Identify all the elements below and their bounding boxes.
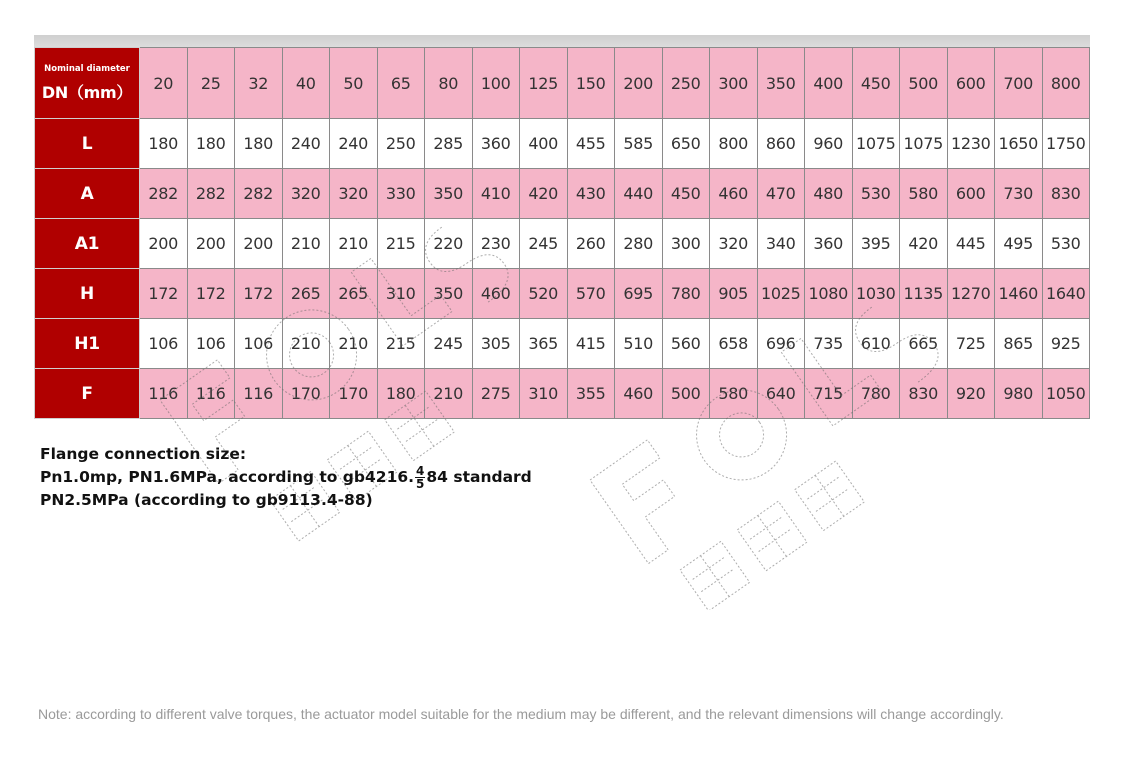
table-cell: 1640 (1042, 269, 1090, 319)
table-cell: 340 (757, 219, 805, 269)
table-cell: 106 (235, 319, 283, 369)
notes-line-1: Flange connection size: (40, 445, 247, 463)
table-cell: 1075 (852, 119, 900, 169)
dn-mm-label: DN（mm） (41, 82, 133, 102)
table-cell: 350 (425, 269, 473, 319)
table-cell: 510 (615, 319, 663, 369)
table-cell: 116 (187, 369, 235, 419)
dn-column-header: 350 (757, 48, 805, 119)
table-cell: 250 (377, 119, 425, 169)
table-cell: 200 (140, 219, 188, 269)
table-cell: 735 (805, 319, 853, 369)
table-row (35, 219, 1090, 269)
table-cell: 470 (757, 169, 805, 219)
footnote: Note: according to different valve torques, the actuator model suitable for the medium may be different, and the relevant dimensions will change accordingly. (38, 706, 1004, 722)
dn-column-header: 300 (710, 48, 758, 119)
table-cell: 180 (235, 119, 283, 169)
table-cell: 665 (900, 319, 948, 369)
table-cell: 725 (947, 319, 995, 369)
table-cell: 350 (425, 169, 473, 219)
notes-line-2-pre: Pn1.0mp, PN1.6MPa, according to gb4216. (40, 468, 415, 486)
table-cell: 240 (330, 119, 378, 169)
table-cell: 280 (615, 219, 663, 269)
table-cell: 1025 (757, 269, 805, 319)
table-cell: 460 (472, 269, 520, 319)
table-cell: 210 (282, 219, 330, 269)
nominal-diameter-label: Nominal diameter (44, 63, 130, 74)
row-label: H (35, 269, 140, 319)
table-cell: 305 (472, 319, 520, 369)
table-cell: 106 (187, 319, 235, 369)
table-cell: 1460 (995, 269, 1043, 319)
table-cell: 106 (140, 319, 188, 369)
row-label: F (35, 369, 140, 419)
table-cell: 460 (615, 369, 663, 419)
table-cell: 172 (140, 269, 188, 319)
table-cell: 180 (187, 119, 235, 169)
table-cell: 730 (995, 169, 1043, 219)
table-cell: 780 (852, 369, 900, 419)
table-cell: 240 (282, 119, 330, 169)
table-cell: 905 (710, 269, 758, 319)
table-row (35, 119, 1090, 169)
dn-column-header: 600 (947, 48, 995, 119)
dn-column-header: 32 (235, 48, 283, 119)
fraction (415, 465, 425, 490)
table-cell: 215 (377, 219, 425, 269)
table-cell: 395 (852, 219, 900, 269)
table-cell: 1075 (900, 119, 948, 169)
table-cell: 610 (852, 319, 900, 369)
dn-column-header: 50 (330, 48, 378, 119)
table-cell: 1030 (852, 269, 900, 319)
table-cell: 355 (567, 369, 615, 419)
dn-column-header: 80 (425, 48, 473, 119)
table-cell: 860 (757, 119, 805, 169)
table-cell: 180 (377, 369, 425, 419)
table-cell: 585 (615, 119, 663, 169)
notes-line-3: PN2.5MPa (according to gb9113.4-88) (40, 491, 373, 509)
table-cell: 865 (995, 319, 1043, 369)
table-cell: 116 (235, 369, 283, 419)
table-cell: 450 (662, 169, 710, 219)
dn-column-header: 65 (377, 48, 425, 119)
table-cell: 320 (330, 169, 378, 219)
dn-column-header: 125 (520, 48, 568, 119)
table-cell: 172 (235, 269, 283, 319)
table-cell: 210 (425, 369, 473, 419)
dn-column-header: 700 (995, 48, 1043, 119)
table-cell: 1135 (900, 269, 948, 319)
table-cell: 580 (710, 369, 758, 419)
table-cell: 172 (187, 269, 235, 319)
table-cell: 365 (520, 319, 568, 369)
fraction-denominator: 5 (416, 477, 425, 491)
table-cell: 695 (615, 269, 663, 319)
table-cell: 455 (567, 119, 615, 169)
table-cell: 495 (995, 219, 1043, 269)
row-label: H1 (35, 319, 140, 369)
dn-column-header: 500 (900, 48, 948, 119)
table-cell: 715 (805, 369, 853, 419)
table-cell: 1650 (995, 119, 1043, 169)
table-cell: 445 (947, 219, 995, 269)
nominal-diameter-header (35, 48, 140, 119)
table-cell: 170 (330, 369, 378, 419)
table-cell: 650 (662, 119, 710, 169)
flange-notes (40, 444, 532, 511)
table-cell: 210 (282, 319, 330, 369)
table-cell: 360 (805, 219, 853, 269)
dimension-table (34, 47, 1090, 419)
row-label: A (35, 169, 140, 219)
dn-column-header: 40 (282, 48, 330, 119)
table-cell: 580 (900, 169, 948, 219)
table-cell: 180 (140, 119, 188, 169)
table-cell: 282 (235, 169, 283, 219)
table-row (35, 369, 1090, 419)
table-cell: 282 (187, 169, 235, 219)
notes-line-2 (40, 465, 532, 490)
dn-column-header: 450 (852, 48, 900, 119)
table-cell: 520 (520, 269, 568, 319)
table-cell: 780 (662, 269, 710, 319)
dn-column-header: 150 (567, 48, 615, 119)
dn-column-header: 800 (1042, 48, 1090, 119)
table-cell: 920 (947, 369, 995, 419)
table-cell: 265 (282, 269, 330, 319)
table-cell: 415 (567, 319, 615, 369)
table-row (35, 319, 1090, 369)
table-cell: 210 (330, 319, 378, 369)
table-cell: 265 (330, 269, 378, 319)
dn-column-header: 100 (472, 48, 520, 119)
table-cell: 800 (710, 119, 758, 169)
dn-column-header: 400 (805, 48, 853, 119)
table-cell: 310 (377, 269, 425, 319)
table-cell: 530 (852, 169, 900, 219)
table-cell: 170 (282, 369, 330, 419)
table-cell: 275 (472, 369, 520, 419)
row-label: A1 (35, 219, 140, 269)
table-cell: 480 (805, 169, 853, 219)
notes-line-2-post: 84 standard (426, 468, 532, 486)
dn-column-header: 250 (662, 48, 710, 119)
table-cell: 460 (710, 169, 758, 219)
table-cell: 600 (947, 169, 995, 219)
dn-column-header: 200 (615, 48, 663, 119)
table-cell: 500 (662, 369, 710, 419)
table-top-bar (34, 35, 1090, 47)
table-cell: 245 (425, 319, 473, 369)
table-row (35, 169, 1090, 219)
table-cell: 215 (377, 319, 425, 369)
table-row (35, 269, 1090, 319)
table-cell: 420 (520, 169, 568, 219)
table-cell: 658 (710, 319, 758, 369)
table-cell: 230 (472, 219, 520, 269)
table-cell: 925 (1042, 319, 1090, 369)
table-cell: 200 (235, 219, 283, 269)
table-cell: 260 (567, 219, 615, 269)
table-cell: 245 (520, 219, 568, 269)
table-cell: 282 (140, 169, 188, 219)
table-cell: 360 (472, 119, 520, 169)
table-cell: 440 (615, 169, 663, 219)
table-cell: 960 (805, 119, 853, 169)
table-cell: 400 (520, 119, 568, 169)
table-cell: 560 (662, 319, 710, 369)
table-cell: 285 (425, 119, 473, 169)
table-cell: 220 (425, 219, 473, 269)
table-cell: 430 (567, 169, 615, 219)
table-cell: 980 (995, 369, 1043, 419)
table-cell: 210 (330, 219, 378, 269)
table-cell: 320 (282, 169, 330, 219)
table-cell: 330 (377, 169, 425, 219)
table-cell: 200 (187, 219, 235, 269)
table-cell: 116 (140, 369, 188, 419)
table-cell: 310 (520, 369, 568, 419)
dn-column-header: 25 (187, 48, 235, 119)
fraction-numerator: 4 (416, 464, 425, 478)
table-cell: 1050 (1042, 369, 1090, 419)
table-cell: 300 (662, 219, 710, 269)
table-cell: 830 (1042, 169, 1090, 219)
table-cell: 640 (757, 369, 805, 419)
table-cell: 1080 (805, 269, 853, 319)
table-cell: 696 (757, 319, 805, 369)
table-cell: 530 (1042, 219, 1090, 269)
table-cell: 830 (900, 369, 948, 419)
table-cell: 320 (710, 219, 758, 269)
table-cell: 1270 (947, 269, 995, 319)
table-cell: 1230 (947, 119, 995, 169)
table-cell: 420 (900, 219, 948, 269)
table-cell: 570 (567, 269, 615, 319)
dn-column-header: 20 (140, 48, 188, 119)
header-row (35, 48, 1090, 119)
table-cell: 410 (472, 169, 520, 219)
row-label: L (35, 119, 140, 169)
table-cell: 1750 (1042, 119, 1090, 169)
